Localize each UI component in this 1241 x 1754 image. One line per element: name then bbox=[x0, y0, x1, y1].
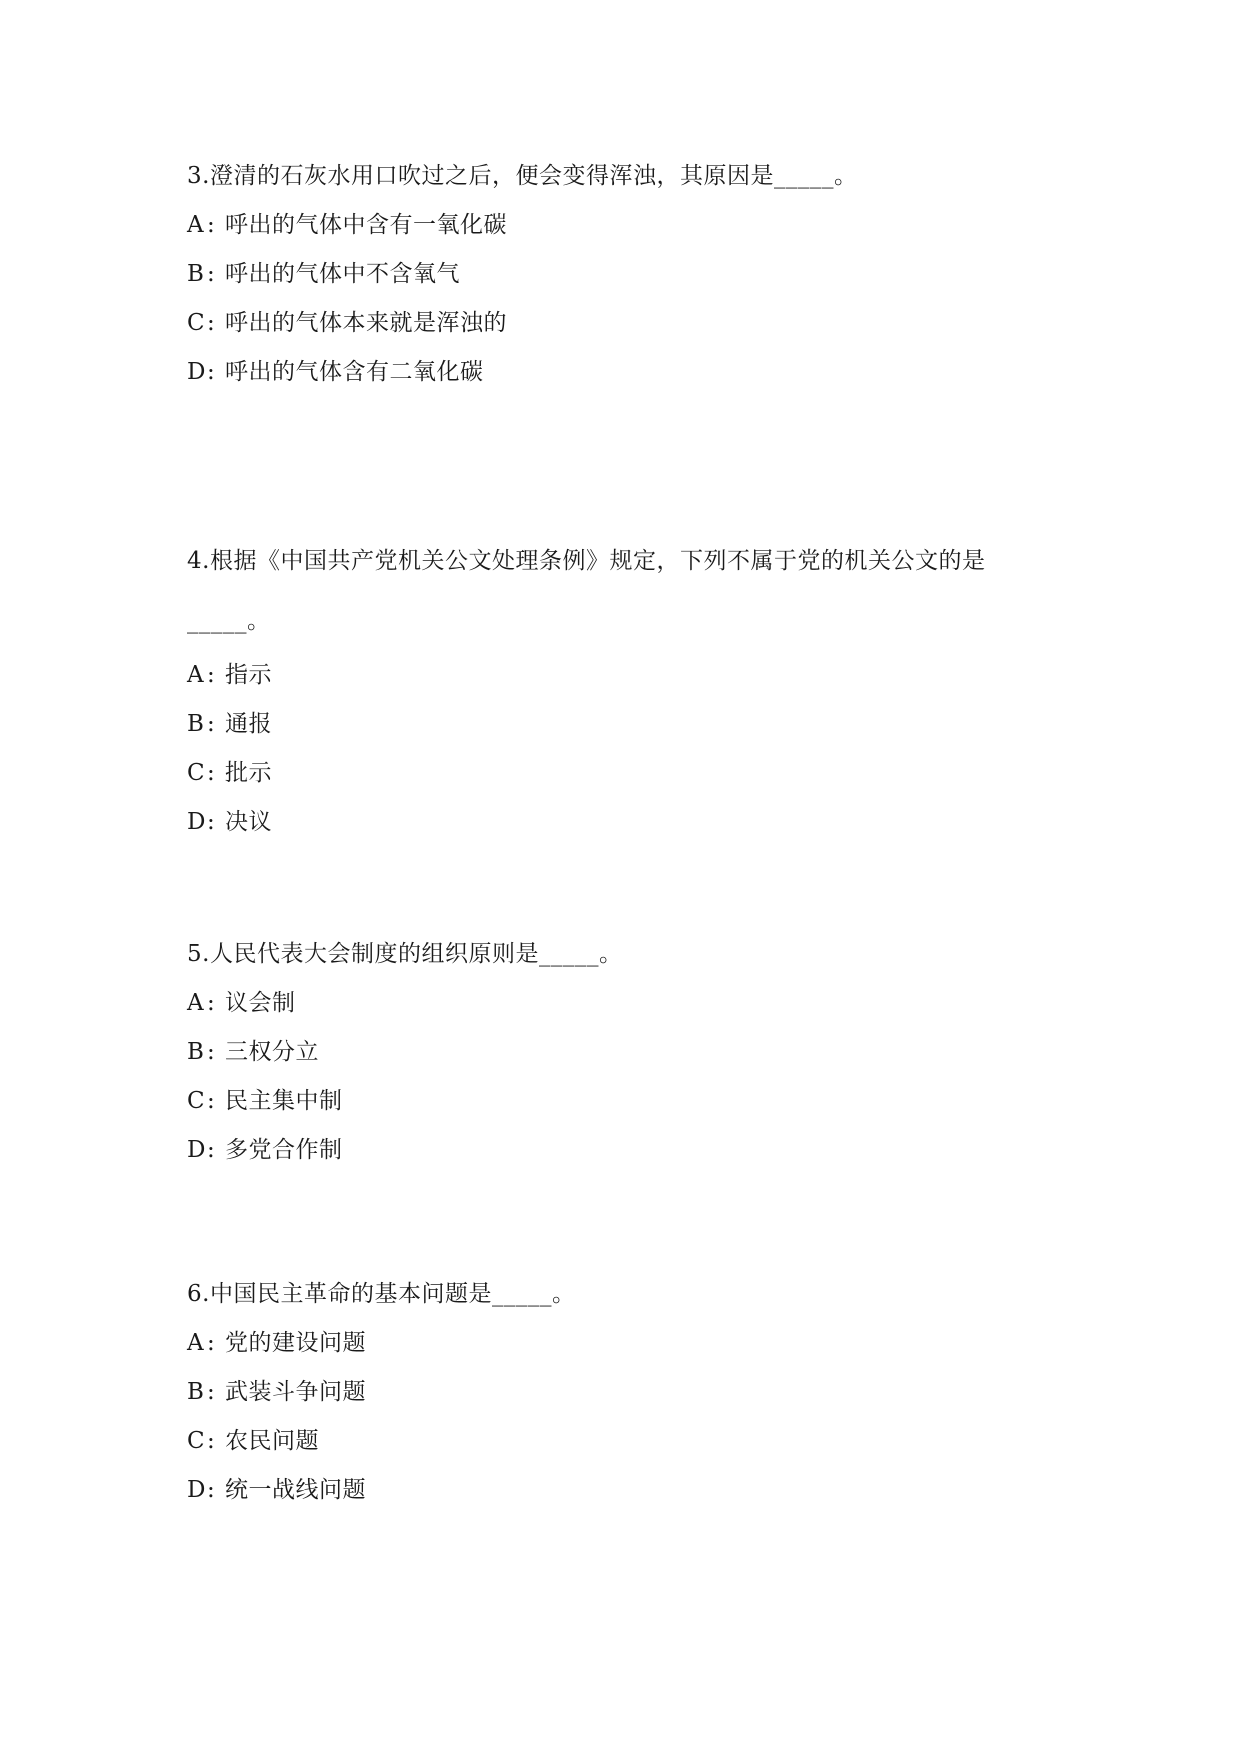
option-text: 批示 bbox=[225, 760, 272, 786]
option-c bbox=[187, 1077, 1067, 1126]
option-letter: B bbox=[187, 711, 205, 737]
option-d bbox=[187, 348, 1067, 397]
question-stem: 6.中国民主革命的基本问题是_____。 bbox=[187, 1281, 576, 1307]
option-separator: : bbox=[207, 1137, 216, 1163]
option-text: 通报 bbox=[225, 711, 272, 737]
question-4 bbox=[187, 531, 1067, 847]
option-separator: : bbox=[207, 990, 216, 1016]
option-c bbox=[187, 1417, 1067, 1466]
option-text: 统一战线问题 bbox=[225, 1477, 366, 1503]
option-text: 呼出的气体本来就是浑浊的 bbox=[225, 310, 507, 336]
option-letter: D bbox=[187, 359, 206, 385]
question-stem: 4.根据《中国共产党机关公文处理条例》规定，下列不属于党的机关公文的是_____。 bbox=[187, 548, 986, 634]
option-letter: A bbox=[187, 990, 205, 1016]
option-separator: : bbox=[207, 809, 216, 835]
option-separator: : bbox=[207, 1330, 216, 1356]
option-d bbox=[187, 1466, 1067, 1515]
option-separator: : bbox=[207, 760, 216, 786]
question-6 bbox=[187, 1270, 1067, 1515]
option-b bbox=[187, 700, 1067, 749]
option-a bbox=[187, 979, 1067, 1028]
option-separator: : bbox=[207, 1039, 216, 1065]
option-list bbox=[187, 651, 1067, 847]
question-3 bbox=[187, 152, 1067, 397]
option-separator: : bbox=[207, 1428, 216, 1454]
option-text: 指示 bbox=[225, 662, 272, 688]
option-letter: D bbox=[187, 1137, 206, 1163]
option-c bbox=[187, 749, 1067, 798]
option-separator: : bbox=[207, 1379, 216, 1405]
option-separator: : bbox=[207, 662, 216, 688]
option-letter: D bbox=[187, 1477, 206, 1503]
option-text: 武装斗争问题 bbox=[225, 1379, 366, 1405]
option-letter: C bbox=[187, 1088, 206, 1114]
option-a bbox=[187, 651, 1067, 700]
option-separator: : bbox=[207, 1088, 216, 1114]
option-a bbox=[187, 1319, 1067, 1368]
option-text: 呼出的气体中不含氧气 bbox=[225, 261, 460, 287]
question-stem: 5.人民代表大会制度的组织原则是_____。 bbox=[187, 941, 623, 967]
option-letter: B bbox=[187, 1379, 205, 1405]
option-letter: B bbox=[187, 261, 205, 287]
option-text: 决议 bbox=[225, 809, 272, 835]
option-letter: C bbox=[187, 760, 206, 786]
option-letter: A bbox=[187, 662, 205, 688]
option-a bbox=[187, 201, 1067, 250]
question-stem: 3.澄清的石灰水用口吹过之后，便会变得浑浊，其原因是_____。 bbox=[187, 163, 858, 189]
option-separator: : bbox=[207, 1477, 216, 1503]
option-b bbox=[187, 250, 1067, 299]
option-separator: : bbox=[207, 711, 216, 737]
option-text: 多党合作制 bbox=[225, 1137, 343, 1163]
option-text: 呼出的气体含有二氧化碳 bbox=[225, 359, 484, 385]
option-list bbox=[187, 979, 1067, 1175]
option-separator: : bbox=[207, 261, 216, 287]
option-letter: A bbox=[187, 1330, 205, 1356]
option-text: 民主集中制 bbox=[225, 1088, 343, 1114]
option-separator: : bbox=[207, 212, 216, 238]
option-letter: A bbox=[187, 212, 205, 238]
option-d bbox=[187, 1126, 1067, 1175]
option-letter: D bbox=[187, 809, 206, 835]
option-letter: C bbox=[187, 310, 206, 336]
option-letter: C bbox=[187, 1428, 206, 1454]
option-b bbox=[187, 1368, 1067, 1417]
option-list bbox=[187, 1319, 1067, 1515]
option-letter: B bbox=[187, 1039, 205, 1065]
option-c bbox=[187, 299, 1067, 348]
option-separator: : bbox=[207, 359, 216, 385]
option-list bbox=[187, 201, 1067, 397]
option-text: 呼出的气体中含有一氧化碳 bbox=[225, 212, 507, 238]
option-text: 农民问题 bbox=[225, 1428, 319, 1454]
option-text: 三权分立 bbox=[225, 1039, 319, 1065]
question-5 bbox=[187, 930, 1067, 1175]
option-text: 议会制 bbox=[225, 990, 296, 1016]
option-separator: : bbox=[207, 310, 216, 336]
option-b bbox=[187, 1028, 1067, 1077]
option-d bbox=[187, 798, 1067, 847]
option-text: 党的建设问题 bbox=[225, 1330, 366, 1356]
